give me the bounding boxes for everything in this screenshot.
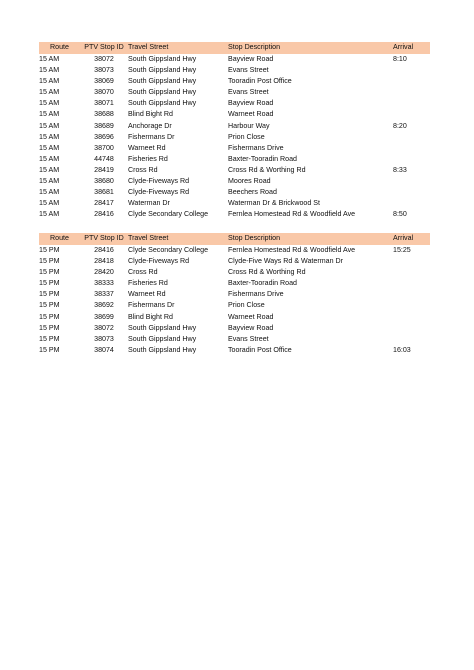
stop-id-cell: 28419 xyxy=(94,165,114,174)
travel-street-cell: Warneet Rd xyxy=(128,143,166,152)
travel-street-cell: Clyde Secondary College xyxy=(128,210,209,219)
arrival-cell xyxy=(393,87,430,98)
table-row xyxy=(39,209,430,220)
arrival-cell xyxy=(393,256,430,267)
table-row xyxy=(39,143,430,154)
stop-id-cell: 28416 xyxy=(94,246,114,254)
arrival-cell xyxy=(393,176,430,187)
table-row xyxy=(39,165,430,176)
travel-street-cell: Fishermans Dr xyxy=(128,301,175,310)
travel-street-cell: Fishermans Dr xyxy=(128,132,175,141)
table-row xyxy=(39,87,430,98)
travel-street-cell: Clyde-Fiveways Rd xyxy=(128,188,190,197)
route-cell: 15 PM xyxy=(39,301,60,310)
table-row xyxy=(39,176,430,187)
stop-description-cell: Prion Close xyxy=(228,301,265,310)
arrival-cell: 15:25 xyxy=(393,246,411,254)
route-header: Route xyxy=(39,42,80,54)
stop-description-cell: Harbour Way xyxy=(228,121,270,130)
stop-description-cell: Bayview Road xyxy=(228,99,274,108)
stop-id-header: PTV Stop ID xyxy=(80,42,128,54)
stop-description-cell: Tooradin Post Office xyxy=(228,77,292,86)
travel-street-cell: South Gippsland Hwy xyxy=(128,99,197,108)
travel-street-cell: Fisheries Rd xyxy=(128,154,168,163)
stop-description-cell: Evans Street xyxy=(228,88,269,97)
table-row xyxy=(39,312,430,323)
stop-id-cell: 38681 xyxy=(94,188,114,197)
route-cell: 15 PM xyxy=(39,268,60,277)
stop-id-cell: 38337 xyxy=(94,290,114,299)
route-cell: 15 AM xyxy=(39,188,60,197)
stop-id-cell: 38073 xyxy=(94,66,114,75)
travel-street-cell: South Gippsland Hwy xyxy=(128,77,197,86)
travel-street-header: Travel Street xyxy=(128,233,228,245)
route-cell: 15 AM xyxy=(39,88,60,97)
route-cell: 15 PM xyxy=(39,323,60,332)
table-row xyxy=(39,278,430,289)
travel-street-cell: Clyde Secondary College xyxy=(128,246,209,254)
stop-description-cell: Warneet Road xyxy=(228,312,274,321)
stop-description-header: Stop Description xyxy=(228,233,393,245)
travel-street-cell: Warneet Rd xyxy=(128,290,166,299)
stop-id-cell: 38699 xyxy=(94,312,114,321)
travel-street-cell: Clyde-Fiveways Rd xyxy=(128,257,190,266)
route-cell: 15 AM xyxy=(39,132,60,141)
route-cell: 15 AM xyxy=(39,165,60,174)
table-header-row xyxy=(39,233,430,245)
route-cell: 15 AM xyxy=(39,121,60,130)
arrival-header: Arrival xyxy=(393,233,430,245)
travel-street-cell: South Gippsland Hwy xyxy=(128,55,197,63)
route-cell: 15 PM xyxy=(39,312,60,321)
route-cell: 15 AM xyxy=(39,55,60,63)
route-header: Route xyxy=(39,233,80,245)
stop-id-cell: 38069 xyxy=(94,77,114,86)
arrival-cell: 8:10 xyxy=(393,55,407,63)
pm-table-body xyxy=(39,245,430,356)
stop-description-cell: Clyde-Five Ways Rd & Waterman Dr xyxy=(228,257,343,266)
arrival-cell xyxy=(393,289,430,300)
travel-street-cell: South Gippsland Hwy xyxy=(128,88,197,97)
stop-description-cell: Beechers Road xyxy=(228,188,277,197)
arrival-cell xyxy=(393,76,430,87)
stop-id-cell: 38696 xyxy=(94,132,114,141)
arrival-cell xyxy=(393,334,430,345)
table-row xyxy=(39,289,430,300)
stop-id-cell: 38070 xyxy=(94,88,114,97)
travel-street-cell: South Gippsland Hwy xyxy=(128,323,197,332)
arrival-cell: 8:50 xyxy=(393,210,407,219)
route-cell: 15 AM xyxy=(39,199,60,208)
table-row xyxy=(39,245,430,256)
travel-street-header: Travel Street xyxy=(128,42,228,54)
route-cell: 15 AM xyxy=(39,99,60,108)
arrival-cell xyxy=(393,323,430,334)
table-row xyxy=(39,132,430,143)
stop-description-cell: Tooradin Post Office xyxy=(228,345,292,354)
am-table-body xyxy=(39,54,430,220)
travel-street-cell: Fisheries Rd xyxy=(128,279,168,288)
arrival-cell: 8:33 xyxy=(393,165,407,174)
arrival-cell xyxy=(393,300,430,311)
arrival-cell: 8:20 xyxy=(393,121,407,130)
stop-id-cell: 44748 xyxy=(94,154,114,163)
stop-id-cell: 38680 xyxy=(94,177,114,186)
arrival-cell xyxy=(393,267,430,278)
table-row xyxy=(39,323,430,334)
travel-street-cell: South Gippsland Hwy xyxy=(128,66,197,75)
table-row xyxy=(39,54,430,65)
table-row xyxy=(39,345,430,356)
stop-id-cell: 38688 xyxy=(94,110,114,119)
stop-id-header: PTV Stop ID xyxy=(80,233,128,245)
stop-description-cell: Baxter-Tooradin Road xyxy=(228,154,298,163)
table-row xyxy=(39,300,430,311)
table-row xyxy=(39,121,430,132)
route-cell: 15 AM xyxy=(39,77,60,86)
travel-street-cell: Blind Bight Rd xyxy=(128,312,173,321)
stop-id-cell: 38689 xyxy=(94,121,114,130)
stop-description-cell: Fishermans Drive xyxy=(228,143,284,152)
stop-id-cell: 38073 xyxy=(94,334,114,343)
arrival-cell xyxy=(393,98,430,109)
stop-id-cell: 38071 xyxy=(94,99,114,108)
travel-street-cell: South Gippsland Hwy xyxy=(128,334,197,343)
table-row xyxy=(39,76,430,87)
travel-street-cell: South Gippsland Hwy xyxy=(128,345,197,354)
stop-id-cell: 28416 xyxy=(94,210,114,219)
route-cell: 15 PM xyxy=(39,246,60,254)
table-header-row xyxy=(39,42,430,54)
travel-street-cell: Clyde-Fiveways Rd xyxy=(128,177,190,186)
stop-description-cell: Evans Street xyxy=(228,66,269,75)
stop-description-cell: Bayview Road xyxy=(228,323,274,332)
table-row xyxy=(39,198,430,209)
travel-street-cell: Blind Bight Rd xyxy=(128,110,173,119)
route-cell: 15 AM xyxy=(39,66,60,75)
arrival-cell xyxy=(393,143,430,154)
stop-description-cell: Evans Street xyxy=(228,334,269,343)
arrival-cell xyxy=(393,109,430,120)
route-cell: 15 PM xyxy=(39,290,60,299)
route-cell: 15 AM xyxy=(39,110,60,119)
travel-street-cell: Cross Rd xyxy=(128,165,158,174)
table-row xyxy=(39,267,430,278)
arrival-cell: 16:03 xyxy=(393,345,411,354)
table-row xyxy=(39,65,430,76)
stop-id-cell: 38700 xyxy=(94,143,114,152)
table-row xyxy=(39,256,430,267)
stop-description-header: Stop Description xyxy=(228,42,393,54)
stop-description-cell: Prion Close xyxy=(228,132,265,141)
route-cell: 15 PM xyxy=(39,279,60,288)
table-row xyxy=(39,334,430,345)
stop-description-cell: Baxter-Tooradin Road xyxy=(228,279,298,288)
arrival-cell xyxy=(393,198,430,209)
arrival-header: Arrival xyxy=(393,42,430,54)
table-row xyxy=(39,98,430,109)
arrival-cell xyxy=(393,65,430,76)
arrival-cell xyxy=(393,132,430,143)
stop-id-cell: 28417 xyxy=(94,199,114,208)
stop-id-cell: 28420 xyxy=(94,268,114,277)
stop-description-cell: Fernlea Homestead Rd & Woodfield Ave xyxy=(228,210,356,219)
route-cell: 15 AM xyxy=(39,210,60,219)
route-cell: 15 AM xyxy=(39,177,60,186)
stop-id-cell: 38333 xyxy=(94,279,114,288)
stop-id-cell: 28418 xyxy=(94,257,114,266)
route-cell: 15 PM xyxy=(39,257,60,266)
stop-description-cell: Cross Rd & Worthing Rd xyxy=(228,268,306,277)
route-cell: 15 PM xyxy=(39,345,60,354)
arrival-cell xyxy=(393,154,430,165)
pm-timetable xyxy=(39,233,430,356)
stop-description-cell: Warneet Road xyxy=(228,110,274,119)
stop-description-cell: Cross Rd & Worthing Rd xyxy=(228,165,306,174)
route-cell: 15 AM xyxy=(39,143,60,152)
route-cell: 15 PM xyxy=(39,334,60,343)
arrival-cell xyxy=(393,312,430,323)
travel-street-cell: Waterman Dr xyxy=(128,199,170,208)
stop-description-cell: Waterman Dr & Brickwood St xyxy=(228,199,320,208)
route-cell: 15 AM xyxy=(39,154,60,163)
stop-id-cell: 38074 xyxy=(94,345,114,354)
stop-id-cell: 38692 xyxy=(94,301,114,310)
am-timetable xyxy=(39,42,430,220)
travel-street-cell: Anchorage Dr xyxy=(128,121,172,130)
table-row xyxy=(39,109,430,120)
stop-id-cell: 38072 xyxy=(94,55,114,63)
arrival-cell xyxy=(393,278,430,289)
travel-street-cell: Cross Rd xyxy=(128,268,158,277)
stop-description-cell: Bayview Road xyxy=(228,55,274,63)
stop-description-cell: Fernlea Homestead Rd & Woodfield Ave xyxy=(228,246,356,254)
stop-description-cell: Fishermans Drive xyxy=(228,290,284,299)
stop-description-cell: Moores Road xyxy=(228,177,271,186)
arrival-cell xyxy=(393,187,430,198)
table-row xyxy=(39,154,430,165)
table-row xyxy=(39,187,430,198)
stop-id-cell: 38072 xyxy=(94,323,114,332)
